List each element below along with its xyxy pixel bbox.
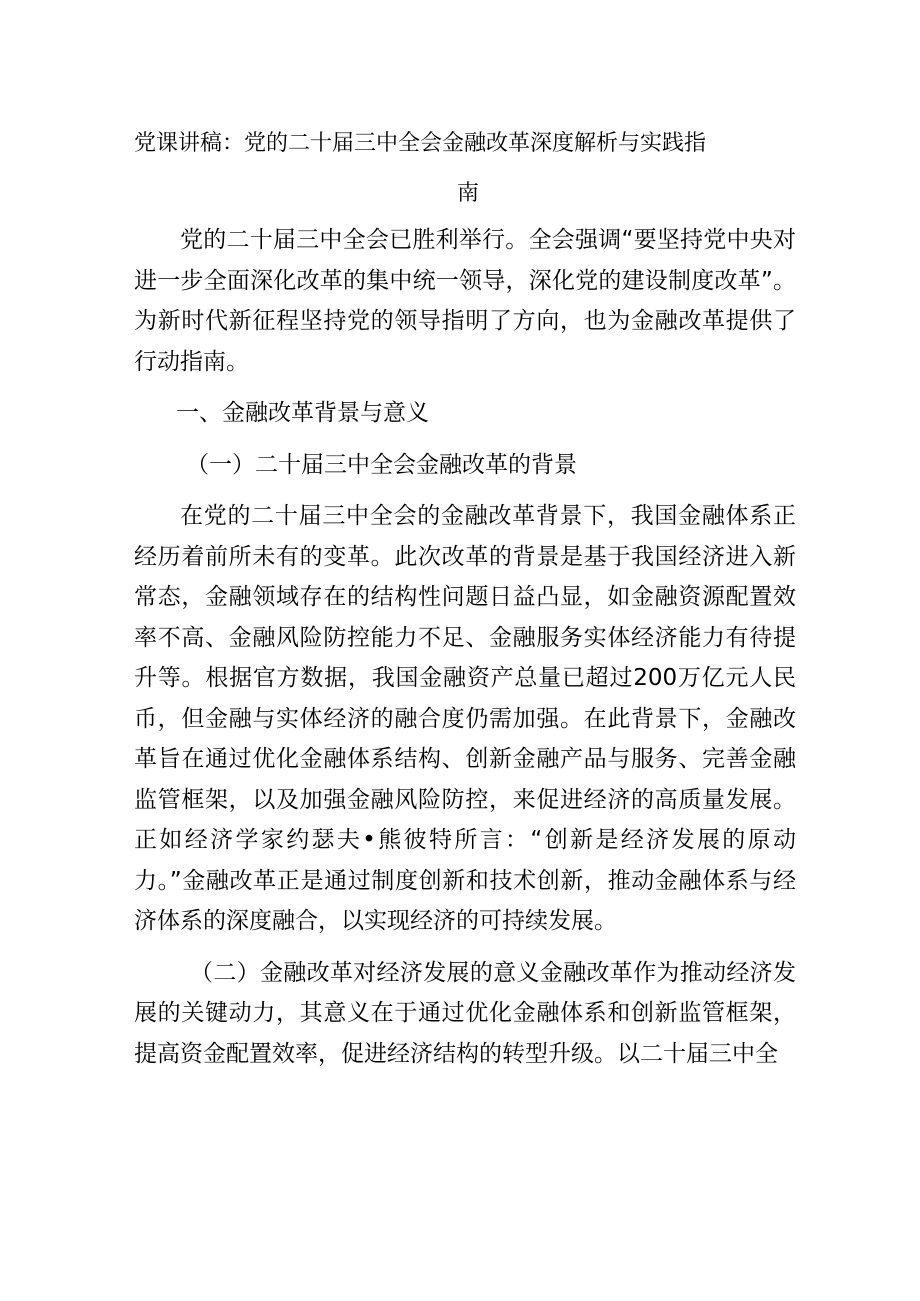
subsection-1-paragraph: 在党的二十届三中全会的金融改革背景下，我国金融体系正经历着前所未有的变革。此次改革的背景是基于我国经济进入新常态，金融领域存在的结构性问题日益凸显，如金融资源配置效率不高、金融风险防控能力不足、金融服务实体经济能力有待提升等。根据官方数据，我国金融资产总量已超过200万亿元人民币，但金融与实体经济的融合度仍需加强。在此背景下，金融改革旨在通过优化金融体系结构、创新金融产品与服务、完善金融监管框架，以及加强金融风险防控，来促进经济的高质量发展。正如经济学家约瑟夫•熊彼特所言：“创新是经济发展的原动力。”金融改革正是通过制度创新和技术创新，推动金融体系与经济体系的深度融合，以实现经济的可持续发展。 [134,503,796,934]
subsection-2-paragraph: （二）金融改革对经济发展的意义金融改革作为推动经济发展的关键动力，其意义在于通过优化金融体系和创新监管框架，提高资金配置效率，促进经济结构的转型升级。以二十届三中全 [134,959,796,1067]
title-line-2: 南 [456,181,479,206]
document-body [134,220,796,1074]
intro-paragraph: 党的二十届三中全会已胜利举行。全会强调“要坚持党中央对进一步全面深化改革的集中统一领导，深化党的建设制度改革”。为新时代新征程坚持党的领导指明了方向，也为金融改革提供了行动指南。 [134,227,796,375]
title-line-1: 党课讲稿：党的二十届三中全会金融改革深度解析与实践指 [134,131,707,156]
section-1-heading: 一、金融改革背景与意义 [176,400,429,426]
document-title [134,124,794,214]
subsection-1-heading: （一）二十届三中全会金融改革的背景 [186,451,577,478]
